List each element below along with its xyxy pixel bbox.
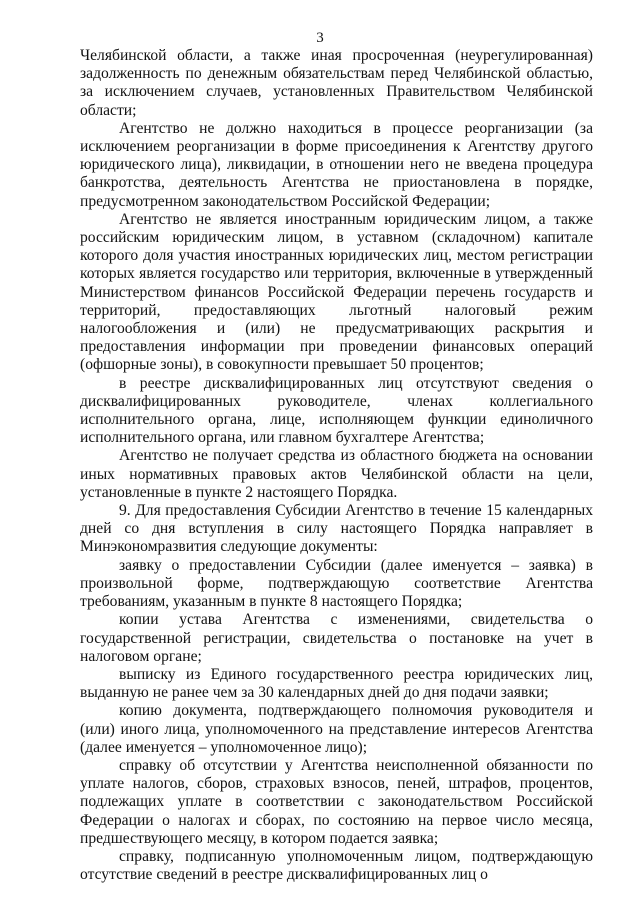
paragraph-regional-budget: Агентство не получает средства из областного бюджета на основании иных нормативных правовых актов Челябинской области на цели, установленные в пункте 2 настоящего Порядка. (80, 447, 593, 501)
paragraph-charter-copies: копии устава Агентства с изменениями, свидетельства о государственной регистрации, свидетельства о постановке на учет в налоговом органе; (80, 611, 593, 665)
document-body (80, 47, 593, 884)
paragraph-reorganization: Агентство не должно находиться в процессе реорганизации (за исключением реорганизации в форме присоединения к Агентству другого юридического лица), ликвидации, в отношении него не введена процедура банкротства, деятельность Агентства не приостановлена в порядке, предусмотренном законодательством Российской Федерации; (80, 119, 593, 210)
paragraph-disqualified-registry: в реестре дисквалифицированных лиц отсутствуют сведения о дисквалифицированных руководителе, членах коллегиального исполнительного органа, лице, исполняющем функции единоличного исполнительного органа, или главном бухгалтере Агентства; (80, 374, 593, 447)
paragraph-authority-document: копию документа, подтверждающего полномочия руководителя и (или) иного лица, уполномоченного на представление интересов Агентства (далее именуется – уполномоченное лицо); (80, 702, 593, 756)
paragraph-foreign-entity: Агентство не является иностранным юридическим лицом, а также российским юридическим лицом, в уставном (складочном) капитале которого доля участия иностранных юридических лиц, местом регистрации которых является государство или территория, включенные в утвержденный Министерством финансов Российской Федерации перечень государств и территорий, предоставляющих льготный налоговый режим налогообложения и (или) не предусматривающих раскрытия и предоставления информации при проведении финансовых операций (офшорные зоны), в совокупности превышает 50 процентов; (80, 210, 593, 374)
paragraph-application: заявку о предоставлении Субсидии (далее именуется – заявка) в произвольной форме, подтверждающую соответствие Агентства требованиям, указанным в пункте 8 настоящего Порядка; (80, 556, 593, 611)
paragraph-clause-9: 9. Для предоставления Субсидии Агентство в течение 15 календарных дней со дня вступления в силу настоящего Порядка направляет в Минэкономразвития следующие документы: (80, 502, 593, 556)
page-number: 3 (316, 30, 324, 46)
paragraph-continuation: Челябинской области, а также иная просроченная (неурегулированная) задолженность по денежным обязательствам перед Челябинской областью, за исключением случаев, установленных Правительством Челябинской области; (80, 47, 593, 119)
paragraph-signed-certificate: справку, подписанную уполномоченным лицом, подтверждающую отсутствие сведений в реестре дисквалифицированных лиц о (80, 847, 593, 884)
paragraph-registry-extract: выписку из Единого государственного реестра юридических лиц, выданную не ранее чем за 30 календарных дней до дня подачи заявки; (80, 665, 593, 702)
paragraph-tax-certificate: справку об отсутствии у Агентства неисполненной обязанности по уплате налогов, сборов, страховых взносов, пеней, штрафов, процентов, подлежащих уплате в соответствии с законодательством Российской Федерации о налогах и сборах, по состоянию на первое число месяца, предшествующего месяцу, в котором подается заявка; (80, 756, 593, 847)
